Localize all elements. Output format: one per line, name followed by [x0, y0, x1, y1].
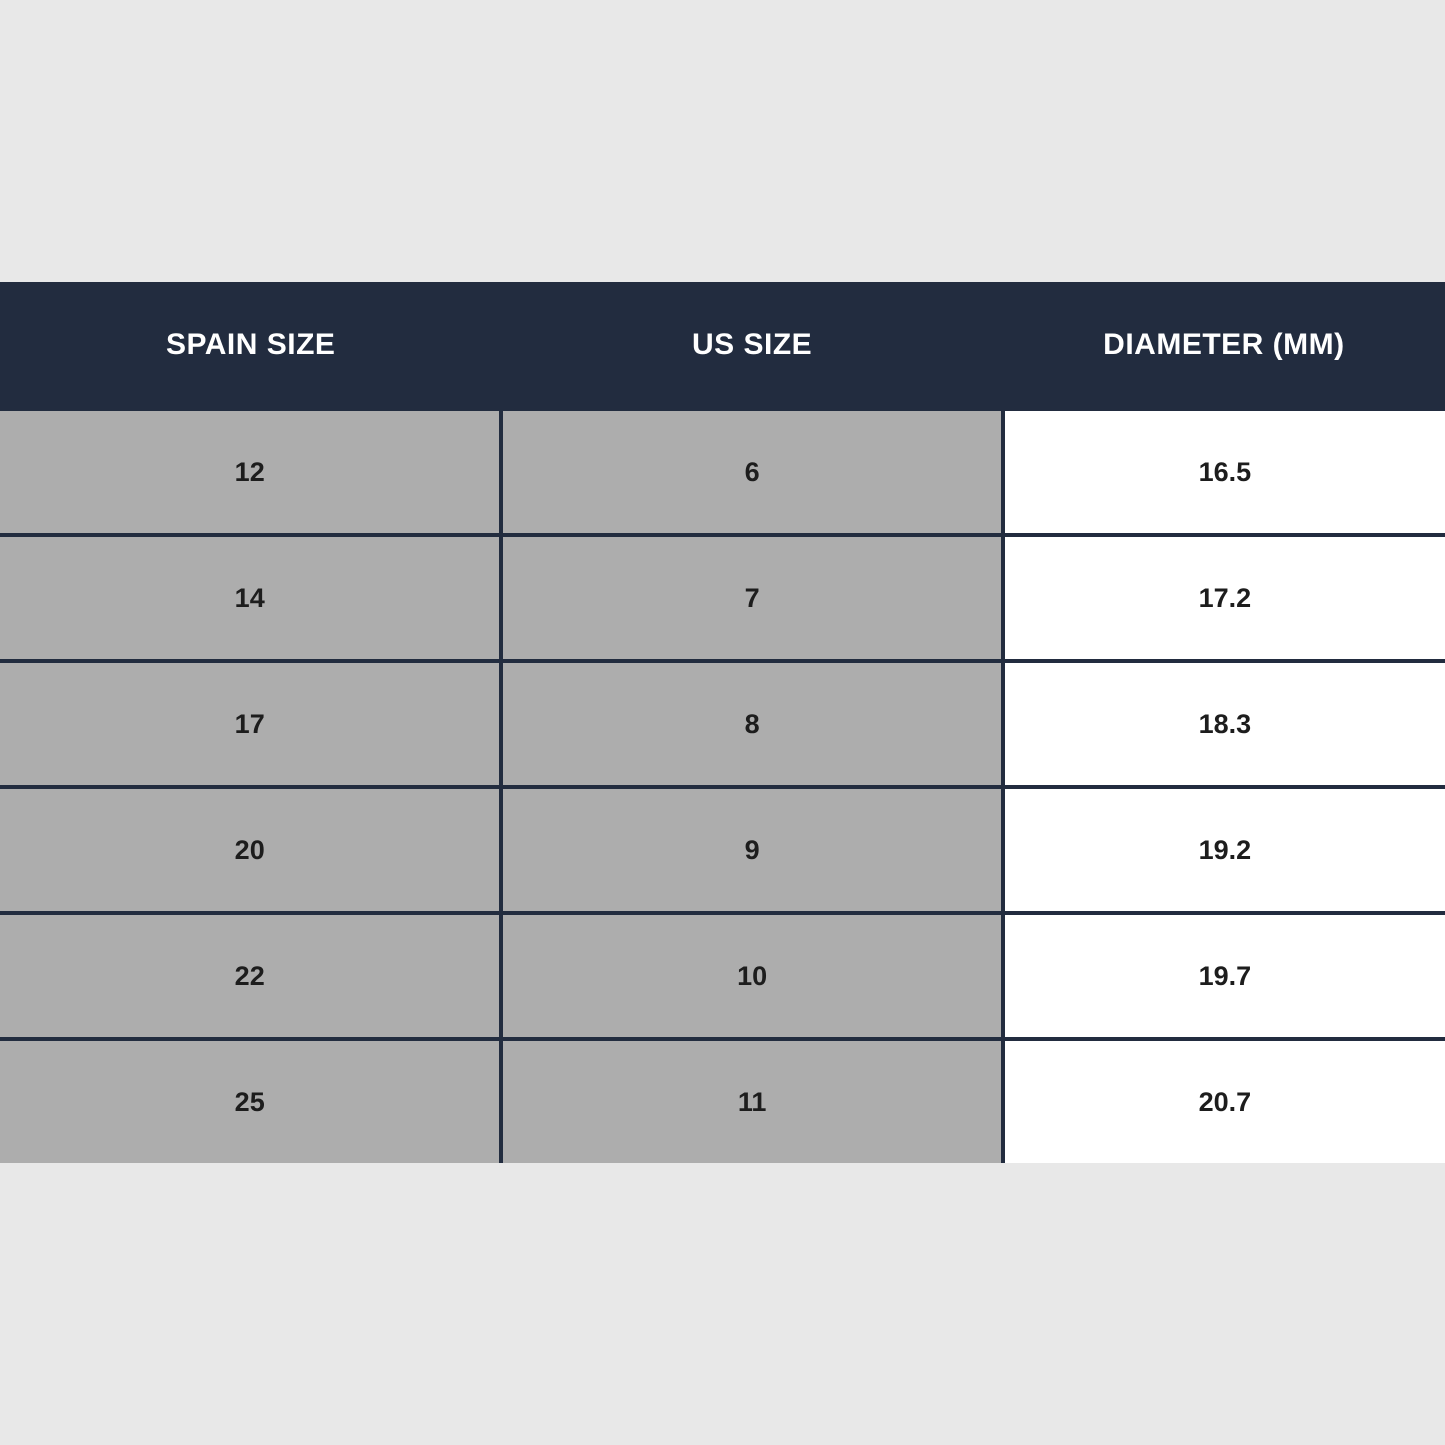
cell-diameter: 20.7 — [1003, 1039, 1445, 1163]
table-row — [0, 913, 1445, 1039]
cell-spain-size: 14 — [0, 535, 501, 661]
cell-spain-size: 12 — [0, 409, 501, 535]
cell-us-size: 9 — [501, 787, 1002, 913]
cell-diameter: 19.2 — [1003, 787, 1445, 913]
column-header-diameter: DIAMETER (MM) — [1003, 282, 1445, 409]
table-row — [0, 661, 1445, 787]
table-row — [0, 535, 1445, 661]
cell-us-size: 10 — [501, 913, 1002, 1039]
cell-spain-size: 25 — [0, 1039, 501, 1163]
cell-diameter: 16.5 — [1003, 409, 1445, 535]
cell-us-size: 6 — [501, 409, 1002, 535]
table-row — [0, 787, 1445, 913]
cell-diameter: 17.2 — [1003, 535, 1445, 661]
column-header-us-size: US SIZE — [501, 282, 1002, 409]
cell-diameter: 18.3 — [1003, 661, 1445, 787]
ring-size-table — [0, 282, 1445, 1163]
cell-us-size: 8 — [501, 661, 1002, 787]
column-header-spain-size: SPAIN SIZE — [0, 282, 501, 409]
cell-us-size: 7 — [501, 535, 1002, 661]
cell-diameter: 19.7 — [1003, 913, 1445, 1039]
cell-spain-size: 22 — [0, 913, 501, 1039]
table-header-row — [0, 282, 1445, 409]
table-row — [0, 409, 1445, 535]
table-row — [0, 1039, 1445, 1163]
table-header — [0, 282, 1445, 409]
cell-us-size: 11 — [501, 1039, 1002, 1163]
cell-spain-size: 17 — [0, 661, 501, 787]
table-body — [0, 409, 1445, 1163]
cell-spain-size: 20 — [0, 787, 501, 913]
